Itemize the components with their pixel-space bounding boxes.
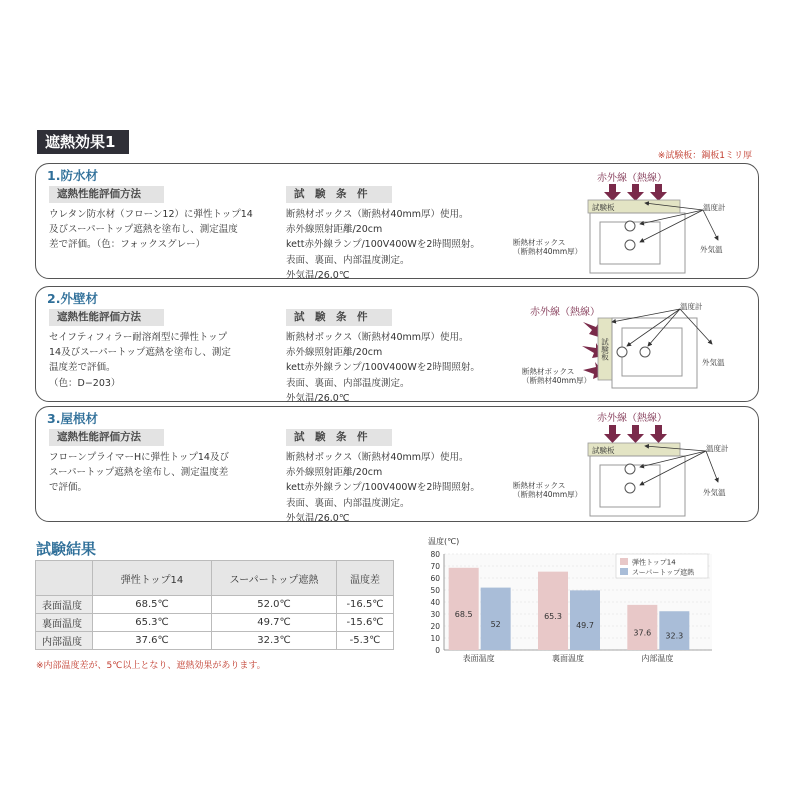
bar xyxy=(659,611,689,650)
row-label: 内部温度 xyxy=(36,632,93,650)
y-tick-label: 10 xyxy=(430,634,440,643)
method-text: ウレタン防水材（フローン12）に弾性トップ14 及びスーパートップ遮熱を塗布し、測定温度 差で評価。（色：フォックスグレー） xyxy=(49,209,253,251)
bar-value-label: 32.3 xyxy=(665,631,684,641)
row-label: 表面温度 xyxy=(36,596,93,614)
y-tick-label: 0 xyxy=(435,646,440,655)
box-label: 断熱材ボックス xyxy=(522,367,575,376)
method-text: フローンプライマーHに弾性トップ14及び スーパートップ遮熱を塗布し、測定温度差 で評価。 xyxy=(49,452,229,494)
bar xyxy=(627,605,657,650)
y-tick-label: 20 xyxy=(430,622,440,631)
condition-text: 断熱材ボックス（断熱材40mm厚）使用。 赤外線照射距離/20cm kett赤外線ランプ/100V400Wを2時間照射。 表面、裏面、内部温度測定。 外気温/26.0℃ xyxy=(286,332,480,404)
x-tick-label: 表面温度 xyxy=(462,654,495,663)
section-title: 3.屋根材 xyxy=(47,411,98,426)
outside-temp-label: 外気温 xyxy=(702,358,725,367)
legend-swatch xyxy=(620,558,628,565)
condition-label: 試 験 条 件 xyxy=(286,186,392,203)
results-title: 試験結果 xyxy=(36,540,97,558)
thermometer-probe xyxy=(625,240,635,250)
section-title: 1.防水材 xyxy=(47,168,98,183)
row-label: 裏面温度 xyxy=(36,614,93,632)
y-tick-label: 40 xyxy=(430,598,440,607)
condition-text: 断熱材ボックス（断熱材40mm厚）使用。 赤外線照射距離/20cm kett赤外線ランプ/100V400Wを2時間照射。 表面、裏面、内部温度測定。 外気温/26.0℃ xyxy=(286,452,480,524)
method-label: 遮熱性能評価方法 xyxy=(49,429,164,446)
box-label: 断熱材ボックス xyxy=(513,481,566,490)
bar-value-label: 52 xyxy=(490,619,501,629)
y-tick-label: 30 xyxy=(430,610,440,619)
page-title: 遮熱効果1 xyxy=(37,130,129,154)
table-header-cell xyxy=(36,561,93,596)
bar xyxy=(481,588,511,650)
bar xyxy=(449,568,479,650)
plate-label: 試験板 xyxy=(600,338,610,361)
x-tick-label: 裏面温度 xyxy=(552,654,584,663)
legend-swatch xyxy=(620,568,628,575)
table-cell: -15.6℃ xyxy=(337,614,394,632)
thermometer-label: 温度計 xyxy=(703,203,726,212)
y-tick-label: 60 xyxy=(430,574,440,583)
table-header-row xyxy=(36,561,394,596)
table-cell: 37.6℃ xyxy=(93,632,212,650)
table-header-cell: 温度差 xyxy=(337,561,394,596)
table-row xyxy=(36,596,394,614)
infrared-arrows xyxy=(604,184,667,201)
method-label: 遮熱性能評価方法 xyxy=(49,309,164,326)
bar-value-label: 37.6 xyxy=(633,628,652,638)
condition-text: 断熱材ボックス（断熱材40mm厚）使用。 赤外線照射距離/20cm kett赤外線ランプ/100V400Wを2時間照射。 表面、裏面、内部温度測定。 外気温/26.0℃ xyxy=(286,209,480,281)
infrared-arrows xyxy=(604,425,667,443)
y-axis-label: 温度(℃) xyxy=(428,537,460,546)
plate-label: 試験板 xyxy=(592,203,615,212)
x-tick-label: 内部温度 xyxy=(641,654,674,663)
bar xyxy=(538,572,568,650)
y-tick-label: 70 xyxy=(430,562,440,571)
diagram-waterproof xyxy=(513,171,726,273)
table-cell: -16.5℃ xyxy=(337,596,394,614)
outside-temp-label: 外気温 xyxy=(700,245,723,254)
table-row xyxy=(36,614,394,632)
box-label-sub: （断熱材40mm厚） xyxy=(522,376,592,385)
box-label-sub: （断熱材40mm厚） xyxy=(513,490,583,499)
diagram-wall xyxy=(522,301,725,388)
thermometer-probe xyxy=(640,347,650,357)
condition-label: 試 験 条 件 xyxy=(286,429,392,446)
infrared-label: 赤外線（熱線） xyxy=(597,413,667,424)
bar xyxy=(570,590,600,650)
bar-value-label: 68.5 xyxy=(454,609,473,619)
table-cell: 68.5℃ xyxy=(93,596,212,614)
table-header-cell: 弾性トップ14 xyxy=(93,561,212,596)
legend-label: 弾性トップ14 xyxy=(632,558,676,567)
results-table xyxy=(35,560,394,650)
table-row xyxy=(36,632,394,650)
table-cell: 32.3℃ xyxy=(212,632,337,650)
table-cell: 49.7℃ xyxy=(212,614,337,632)
y-tick-label: 80 xyxy=(430,550,440,559)
thermometer-label: 温度計 xyxy=(706,444,729,453)
bar-value-label: 49.7 xyxy=(576,621,594,631)
thermometer-probe xyxy=(625,221,635,231)
method-label: 遮熱性能評価方法 xyxy=(49,186,164,203)
test-plate-note: ※試験板：鋼板1ミリ厚 xyxy=(657,151,752,161)
section-title: 2.外壁材 xyxy=(47,291,98,306)
plate-label: 試験板 xyxy=(592,446,615,455)
infrared-label: 赤外線（熱線） xyxy=(530,307,600,318)
diagram-roof xyxy=(513,411,729,516)
table-cell: 52.0℃ xyxy=(212,596,337,614)
table-cell: -5.3℃ xyxy=(337,632,394,650)
bar-value-label: 65.3 xyxy=(544,611,562,621)
infrared-label: 赤外線（熱線） xyxy=(597,173,667,184)
thermometer-label: 温度計 xyxy=(680,302,703,311)
results-footnote: ※内部温度差が、5℃以上となり、遮熱効果があります。 xyxy=(36,661,266,671)
thermometer-probe xyxy=(625,464,635,474)
legend-label: スーパートップ遮熱 xyxy=(632,568,695,577)
y-tick-label: 50 xyxy=(430,586,440,595)
box-label-sub: （断熱材40mm厚） xyxy=(513,247,583,256)
box-label: 断熱材ボックス xyxy=(513,238,566,247)
table-cell: 65.3℃ xyxy=(93,614,212,632)
table-header-cell: スーパートップ遮熱 xyxy=(212,561,337,596)
thermometer-probe xyxy=(617,347,627,357)
method-text: セイフティフィラー耐溶剤型に弾性トップ 14及びスーパートップ遮熱を塗布し、測定 温度差で評価。 （色：D−203） xyxy=(49,332,231,389)
condition-label: 試 験 条 件 xyxy=(286,309,392,326)
outside-temp-label: 外気温 xyxy=(703,488,726,497)
thermometer-probe xyxy=(625,483,635,493)
temperature-bar-chart xyxy=(412,530,752,670)
